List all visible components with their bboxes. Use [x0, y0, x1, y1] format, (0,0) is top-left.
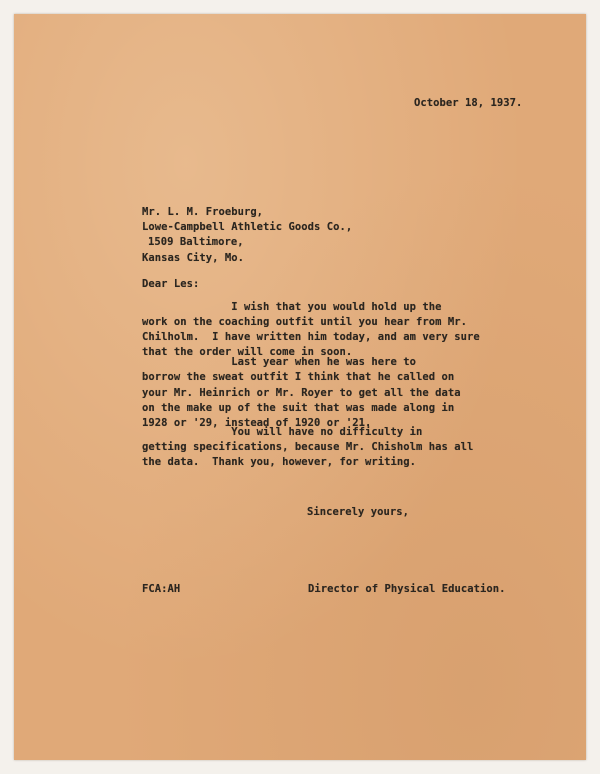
body-line: borrow the sweat outfit I think that he called on — [142, 371, 455, 383]
body-line: that the order will come in soon. — [142, 346, 353, 358]
signature-title: Director of Physical Education. — [308, 583, 506, 595]
address-line: 1509 Baltimore, — [148, 236, 244, 248]
closing: Sincerely yours, — [307, 506, 409, 518]
salutation: Dear Les: — [142, 278, 200, 290]
body-line: work on the coaching outfit until you hear from Mr. — [142, 316, 467, 328]
typist-initials: FCA:AH — [142, 583, 181, 595]
address-line: Kansas City, Mo. — [142, 252, 244, 264]
address-line: Mr. L. M. Froeburg, — [142, 206, 264, 218]
body-line: Last year when he was here to — [142, 356, 416, 368]
body-line: 1928 or '29, instead of 1920 or '21. — [142, 417, 372, 429]
body-line: getting specifications, because Mr. Chisholm has all — [142, 441, 474, 453]
body-line: Chilholm. I have written him today, and am very sure — [142, 331, 480, 343]
address-line: Lowe-Campbell Athletic Goods Co., — [142, 221, 353, 233]
body-line: the data. Thank you, however, for writing. — [142, 456, 416, 468]
body-line: I wish that you would hold up the — [142, 301, 442, 313]
body-line: on the make up of the suit that was made along in — [142, 402, 455, 414]
body-line: your Mr. Heinrich or Mr. Royer to get all the data — [142, 387, 461, 399]
letter-date: October 18, 1937. — [414, 97, 523, 109]
body-line: You will have no difficulty in — [142, 426, 423, 438]
